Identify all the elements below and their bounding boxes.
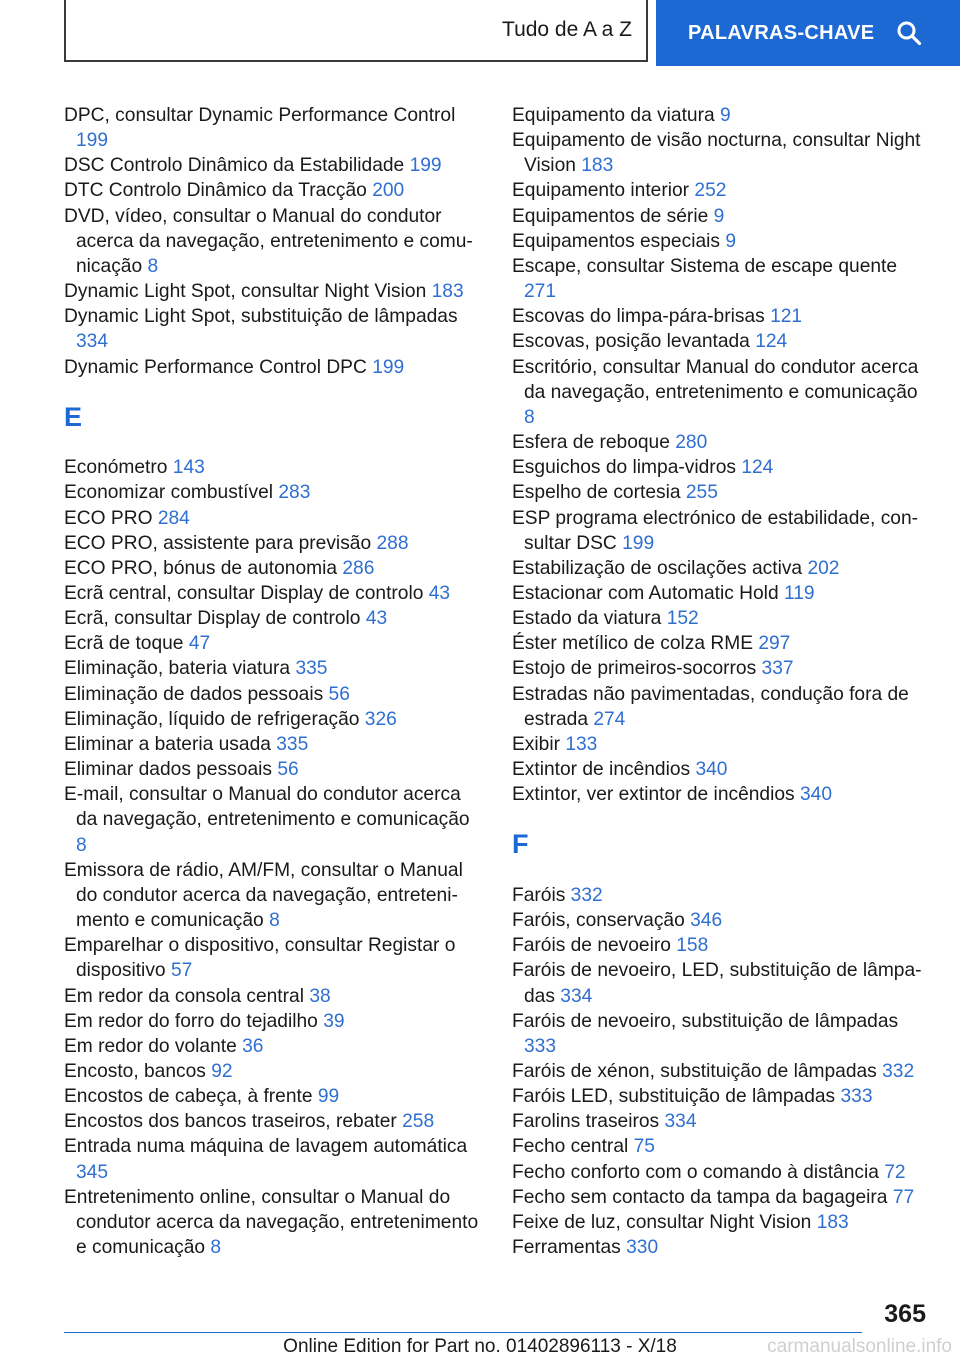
page-reference-link[interactable]: 183 [581, 155, 614, 177]
index-entry [64, 1185, 484, 1260]
index-entry [512, 455, 932, 480]
page-reference-link[interactable]: 202 [807, 557, 840, 579]
page-reference-link[interactable]: 199 [622, 532, 655, 554]
tab-keywords-label: PALAVRAS-CHAVE [688, 21, 875, 44]
index-entry [64, 355, 484, 380]
page-reference-link[interactable]: 346 [690, 910, 723, 932]
index-entry [64, 1034, 484, 1059]
page-reference-link[interactable]: 8 [147, 255, 159, 277]
index-entry [64, 153, 484, 178]
index-entry [64, 682, 484, 707]
index-entry-text: Equipamentos de série [512, 205, 709, 227]
page-reference-link[interactable]: 345 [76, 1161, 109, 1183]
index-entry-text: Emissora de rádio, AM/FM, consultar o Manual do condutor acerca da navegação, entretenimento e comunicação [64, 859, 463, 932]
index-entry [512, 782, 932, 807]
page-reference-link[interactable]: 124 [755, 331, 788, 353]
edition-note: Online Edition for Part no. 01402896113 - X/18 [283, 1336, 677, 1357]
index-entry [64, 556, 484, 581]
page-reference-link[interactable]: 9 [713, 205, 725, 227]
index-entry-text: Esguichos do limpa-vidros [512, 457, 736, 479]
index-entry-text: Farolins traseiros [512, 1111, 660, 1133]
page-reference-link[interactable]: 330 [626, 1237, 659, 1259]
index-entry [512, 506, 932, 556]
page-reference-link[interactable]: 334 [664, 1111, 697, 1133]
index-entry-text: Eliminar a bateria usada [64, 733, 271, 755]
index-entry-text: Extintor de incêndios [512, 759, 691, 781]
page-reference-link[interactable]: 57 [170, 960, 193, 982]
index-entry [64, 631, 484, 656]
page-reference-link[interactable]: 258 [402, 1111, 435, 1133]
search-icon [896, 20, 922, 46]
index-entry [512, 1059, 932, 1084]
index-entry [512, 1185, 932, 1210]
index-entry-text: Dynamic Performance Control DPC [64, 356, 367, 378]
index-entry [64, 279, 484, 304]
page-reference-link[interactable]: 274 [593, 708, 626, 730]
index-entry [512, 883, 932, 908]
index-entry [512, 178, 932, 203]
page-reference-link[interactable]: 335 [276, 733, 309, 755]
index-entry [64, 732, 484, 757]
index-entry-text: Eliminação de dados pessoais [64, 683, 324, 705]
page-reference-link[interactable]: 280 [675, 432, 708, 454]
index-entry-text: Faróis, conservação [512, 910, 685, 932]
tab-a-to-z-label: Tudo de A a Z [502, 18, 632, 41]
page-reference-link[interactable]: 124 [741, 457, 774, 479]
index-entry [64, 531, 484, 556]
index-entry [64, 984, 484, 1009]
page-reference-link[interactable]: 335 [295, 658, 328, 680]
page-reference-link[interactable]: 334 [560, 985, 593, 1007]
index-entry-text: DSC Controlo Dinâmico da Estabilidade [64, 155, 405, 177]
index-entry-text: Ferramentas [512, 1237, 621, 1259]
page-reference-link[interactable]: 121 [770, 306, 803, 328]
footer-divider [64, 1332, 862, 1333]
page-reference-link[interactable]: 72 [884, 1161, 906, 1183]
index-entry [512, 1009, 932, 1059]
index-entry-text: Dynamic Light Spot, substituição de lâmpadas [64, 306, 458, 328]
index-entry [512, 229, 932, 254]
index-entry-text: Estabilização de oscilações activa [512, 557, 803, 579]
index-entry [512, 254, 932, 304]
page-reference-link[interactable]: 297 [758, 633, 791, 655]
page-reference-link[interactable]: 8 [76, 834, 87, 856]
index-entry [64, 178, 484, 203]
index-entry-text: Equipamento interior [512, 180, 690, 202]
index-entry-text: Equipamentos especiais [512, 230, 720, 252]
index-entry-text: Dynamic Light Spot, consultar Night Vision [64, 281, 427, 303]
index-entry-text: Escovas, posição levantada [512, 331, 750, 353]
index-entry [512, 757, 932, 782]
page-reference-link[interactable]: 183 [816, 1211, 849, 1233]
index-entry-text: Eliminação, líquido de refrigeração [64, 708, 360, 730]
page-reference-link[interactable]: 9 [720, 105, 731, 126]
page-number: 365 [884, 1300, 926, 1328]
index-letter-heading: E [64, 401, 83, 432]
page-reference-link[interactable]: 75 [633, 1136, 655, 1158]
index-entry [512, 682, 932, 732]
page-reference-link[interactable]: 9 [725, 230, 737, 252]
index-entry-text: Faróis [512, 884, 566, 906]
watermark: carmanualsonline.info [767, 1336, 952, 1357]
index-entry [512, 355, 932, 430]
page-reference-link[interactable]: 133 [565, 733, 598, 755]
page-reference-link[interactable]: 43 [428, 583, 451, 604]
index-entry-text: ECO PRO, assistente para previsão [64, 532, 372, 554]
index-entry [512, 103, 932, 128]
page-reference-link[interactable]: 158 [676, 935, 709, 957]
index-entry [64, 1059, 484, 1084]
index-entry-text: DPC, consultar Dynamic Performance Control [64, 105, 456, 126]
index-entry-text: Encostos de cabeça, à frente [64, 1086, 313, 1108]
page-reference-link[interactable]: 340 [695, 759, 728, 781]
index-entry-text: ESP programa electrónico de estabilidade, consultar DSC [512, 507, 919, 554]
index-entry-text: Eliminar dados pessoais [64, 759, 272, 781]
page-reference-link[interactable]: 199 [372, 356, 405, 378]
index-entry [512, 1084, 932, 1109]
index-column-right [512, 103, 932, 1260]
page-reference-link[interactable]: 36 [242, 1035, 264, 1057]
page-reference-link[interactable]: 38 [309, 985, 331, 1007]
page-reference-link[interactable]: 326 [364, 708, 397, 730]
index-entry [64, 707, 484, 732]
page-reference-link[interactable]: 340 [799, 784, 832, 806]
page-reference-link[interactable]: 8 [269, 910, 280, 932]
index-entry-text: Faróis LED, substituição de lâmpadas [512, 1086, 836, 1108]
page-reference-link[interactable]: 56 [277, 759, 299, 781]
index-entry-text: Económetro [64, 457, 168, 479]
index-entry [512, 128, 932, 178]
tab-a-to-z[interactable] [64, 0, 648, 62]
page-reference-link[interactable]: 8 [210, 1237, 222, 1259]
index-entry-text: Eliminação, bateria viatura [64, 658, 291, 680]
index-entry [64, 1084, 484, 1109]
index-entry-text: Estojo de primeiros-socorros [512, 658, 757, 680]
index-entry-text: ECO PRO [64, 507, 153, 529]
page-reference-link[interactable]: 119 [783, 582, 815, 604]
index-entry-text: Escape, consultar Sistema de escape quente [512, 255, 898, 277]
index-entry [512, 480, 932, 505]
index-entry-text: Escritório, consultar Manual do condutor acerca da navegação, entretenimento e comunicação [512, 356, 919, 403]
index-entry [64, 1109, 484, 1134]
index-entry [64, 480, 484, 505]
index-entry-text: Feixe de luz, consultar Night Vision [512, 1211, 812, 1233]
page-reference-link[interactable]: 333 [840, 1086, 873, 1108]
index-entry-text: Encosto, bancos [64, 1060, 206, 1082]
index-entry [64, 204, 484, 279]
page-reference-link[interactable]: 92 [211, 1060, 233, 1082]
index-entry-text: Em redor da consola central [64, 985, 304, 1007]
index-entry [512, 732, 932, 757]
index-entry [512, 204, 932, 229]
index-entry-text: Ecrã de toque [64, 633, 184, 655]
page-reference-link[interactable]: 334 [76, 331, 109, 353]
page-reference-link[interactable]: 143 [172, 457, 205, 479]
index-entry-text: Estado da viatura [512, 608, 662, 630]
index-entry [64, 455, 484, 480]
page-reference-link[interactable]: 47 [188, 633, 211, 655]
index-entry [64, 1009, 484, 1034]
index-entry-text: ECO PRO, bónus de autonomia [64, 557, 338, 579]
index-entry [512, 908, 932, 933]
index-entry-text: Equipamento da viatura [512, 105, 715, 126]
page-reference-link[interactable]: 252 [694, 180, 727, 202]
index-entry-text: Esfera de reboque [512, 432, 670, 454]
index-entry [512, 581, 932, 606]
index-entry-text: Equipamento de visão nocturna, consultar Night Vision [512, 130, 921, 177]
index-entry-text: Em redor do forro do tejadilho [64, 1010, 318, 1032]
index-entry-text: Entretenimento online, consultar o Manual do condutor acerca da navegação, entretenimento e comunicação [64, 1186, 479, 1259]
index-entry [512, 606, 932, 631]
page-reference-link[interactable]: 56 [328, 683, 350, 705]
page-reference-link[interactable]: 99 [317, 1086, 340, 1108]
page-reference-link[interactable]: 39 [323, 1010, 345, 1032]
index-entry-text: Fecho central [512, 1136, 629, 1158]
index-entry [64, 656, 484, 681]
index-column-left [64, 103, 484, 1260]
index-entry [512, 656, 932, 681]
index-entry [512, 556, 932, 581]
index-entry-text: DTC Controlo Dinâmico da Tracção [64, 180, 367, 202]
index-entry-text: Faróis de nevoeiro, substituição de lâmpadas [512, 1010, 899, 1032]
index-entry-text: Exibir [512, 733, 560, 755]
index-entry-text: Faróis de nevoeiro, LED, substituição de lâmpadas [512, 960, 922, 1007]
index-entry-text: E-mail, consultar o Manual do condutor acerca da navegação, entretenimento e comunicação [64, 784, 470, 831]
index-entry [64, 506, 484, 531]
page-reference-link[interactable]: 183 [431, 281, 464, 303]
page-reference-link[interactable]: 43 [365, 608, 388, 630]
index-entry [512, 1235, 932, 1260]
page-reference-link[interactable]: 255 [685, 482, 718, 504]
index-entry-text: Emparelhar o dispositivo, consultar Registar o dispositivo [64, 935, 456, 982]
index-entry [512, 329, 932, 354]
page-reference-link[interactable]: 286 [342, 557, 375, 579]
index-entry [512, 1109, 932, 1134]
page-reference-link[interactable]: 199 [409, 155, 442, 177]
index-entry [512, 304, 932, 329]
index-entry [64, 1134, 484, 1184]
page-reference-link[interactable]: 333 [524, 1035, 557, 1057]
page-reference-link[interactable]: 337 [761, 658, 794, 680]
page-reference-link[interactable]: 271 [524, 281, 557, 303]
index-entry-text: Fecho conforto com o comando à distância [512, 1161, 879, 1183]
index-entry-text: Estradas não pavimentadas, condução fora de estrada [512, 683, 909, 730]
index-entry-text: Escovas do limpa-pára-brisas [512, 306, 765, 328]
index-entry [64, 581, 484, 606]
top-navigation [0, 0, 960, 66]
index-entry-text: Encostos dos bancos traseiros, rebater [64, 1111, 397, 1133]
index-entry-text: Fecho sem contacto da tampa da bagageira [512, 1186, 888, 1208]
index-entry-text: Faróis de nevoeiro [512, 935, 671, 957]
index-entry [512, 1210, 932, 1235]
index-entry-text: Ecrã central, consultar Display de controlo [64, 583, 424, 604]
page-reference-link[interactable]: 283 [278, 482, 311, 504]
page-reference-link[interactable]: 284 [157, 507, 190, 529]
page-reference-link[interactable]: 77 [892, 1186, 915, 1208]
index-entry [512, 933, 932, 958]
index-entry-text: Extintor, ver extintor de incêndios [512, 784, 795, 806]
index-entry [512, 430, 932, 455]
index-entry-text: Faróis de xénon, substituição de lâmpadas [512, 1060, 877, 1082]
index-entry-text: Economizar combustível [64, 482, 274, 504]
page-reference-link[interactable]: 152 [666, 608, 699, 630]
page-reference-link[interactable]: 199 [76, 130, 109, 152]
index-entry-text: Espelho de cortesia [512, 482, 681, 504]
index-entry [64, 304, 484, 354]
page-reference-link[interactable]: 288 [376, 532, 409, 554]
index-entry [512, 1134, 932, 1159]
index-entry-text: Ecrã, consultar Display de controlo [64, 608, 361, 630]
index-entry [512, 1160, 932, 1185]
page-reference-link[interactable]: 200 [372, 180, 405, 202]
index-entry [64, 933, 484, 983]
index-entry [512, 631, 932, 656]
index-entry [512, 958, 932, 1008]
index-entry-text: Em redor do volante [64, 1035, 237, 1057]
index-entry-text: Entrada numa máquina de lavagem automática [64, 1136, 468, 1158]
index-letter-heading: F [512, 829, 529, 860]
index-entry-text: DVD, vídeo, consultar o Manual do condutor acerca da navegação, entretenimento e comunicação [64, 205, 473, 277]
index-entry [64, 782, 484, 857]
tab-keywords[interactable] [656, 0, 960, 66]
index-entry [64, 858, 484, 933]
page-reference-link[interactable]: 8 [524, 406, 535, 428]
index-entry [64, 606, 484, 631]
index-entry-text: Estacionar com Automatic Hold [512, 582, 779, 604]
index-entry [64, 757, 484, 782]
index-entry-text: Éster metílico de colza RME [512, 633, 753, 655]
page-reference-link[interactable]: 332 [882, 1060, 915, 1082]
index-entry [64, 103, 484, 153]
page-reference-link[interactable]: 332 [570, 884, 603, 906]
